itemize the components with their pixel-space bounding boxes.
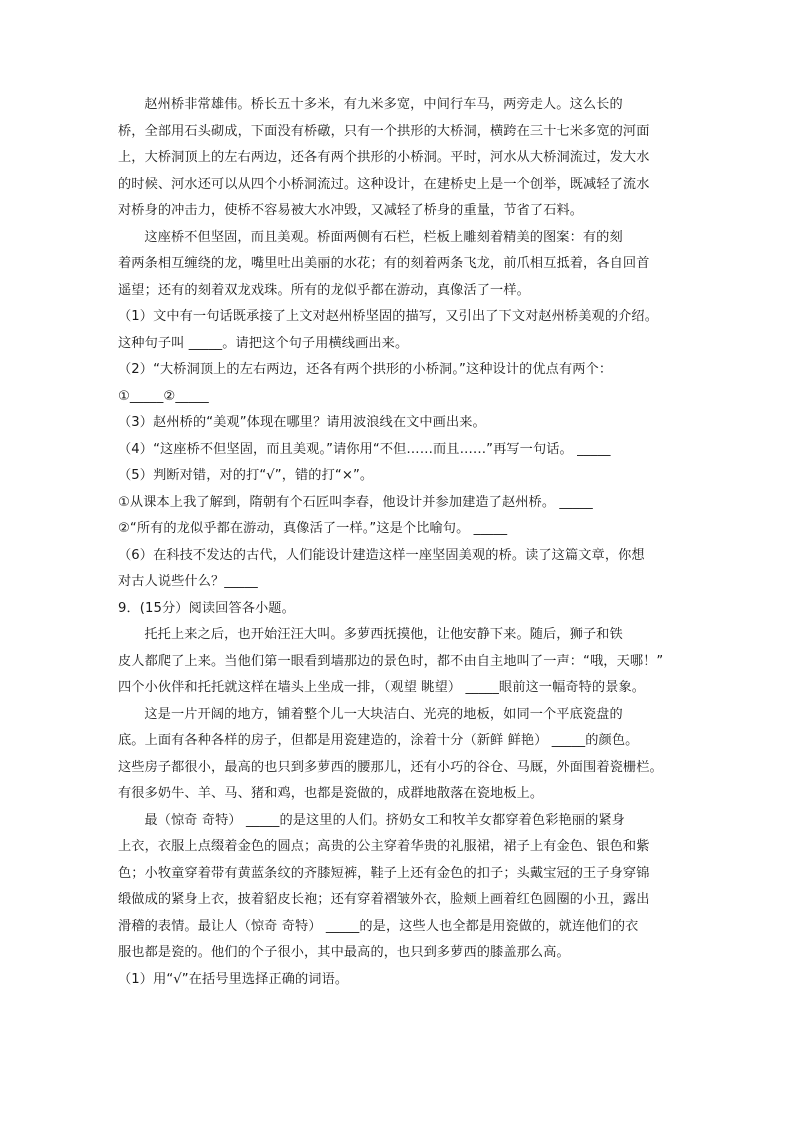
question-2: （2）“大桥洞顶上的左右两边，还各有两个拱形的小桥洞。”这种设计的优点有两个：	[118, 362, 613, 377]
question-1-pre: 这种句子叫	[118, 335, 189, 351]
passage-a-p2-line: 遥望；还有的刻着双龙戏珠。所有的龙似乎都在游动，真像活了一样。	[118, 282, 530, 298]
question-1: （1）文中有一句话既承接了上文对赵州桥坚固的描写，又引出了下文对赵州桥美观的介绍。	[118, 309, 658, 324]
passage-b-p3-line: 缎做成的紧身上衣，披着貂皮长袍；还有穿着褶皱外衣，脸颊上画着红色圆圈的小丑，露出	[118, 892, 650, 907]
question-1-cont	[118, 331, 684, 358]
question-5-item-2[interactable]: ②“所有的龙似乎都在游动，真像活了一样。”这是个比喻句。 _____	[118, 521, 508, 536]
passage-a-p2-line: 这座桥不但坚固，而且美观。桥面两侧有石栏，栏板上雕刻着精美的图案：有的刻	[144, 229, 623, 245]
passage-b-p1-line: 皮人都爬了上来。当他们第一眼看到墙那边的景色时，都不由自主地叫了一声：“哦，天哪！”	[118, 653, 664, 669]
question-3: （3）赵州桥的“美观”体现在哪里？请用波浪线在文中画出来。	[118, 415, 486, 430]
passage-a-p1-line: 上，大桥洞顶上的左右两边，还各有两个拱形的小桥洞。平时，河水从大桥洞流过，发大水	[118, 150, 650, 165]
question-5-item-1[interactable]: ①从课本上我了解到，隋朝有个石匠叫李春，他设计并参加建造了赵州桥。 _____	[118, 494, 593, 510]
passage-b-p3-line: 色；小牧童穿着带有黄蓝条纹的齐膝短裤，鞋子上还有金色的扣子；头戴宝冠的王子身穿锦	[118, 865, 650, 881]
passage-b-p2-line: 这些房子都很小，最高的也只到多萝西的腰那儿，还有小巧的谷仓、马厩，外面围着瓷栅栏。	[118, 759, 663, 775]
passage-a-p1-line: 的时候、河水还可以从四个小桥洞流过。这种设计，在建桥史上是一个创举，既减轻了流水	[118, 176, 650, 192]
passage-b-p3-line[interactable]: 滑稽的表情。最让人（惊奇 奇特） _____的是，这些人也全都是用瓷做的，就连他们的衣	[118, 918, 639, 934]
section-9-heading: 9．(15分）阅读回答各小题。	[118, 600, 295, 616]
passage-b-p3-line: 服也都是瓷的。他们的个子很小，其中最高的，也只到多萝西的膝盖那么高。	[118, 945, 570, 960]
question-1-post: 。请把这个句子用横线画出来。	[222, 335, 409, 351]
question-5: （5）判断对错，对的打“√”，错的打“×”。	[118, 468, 374, 483]
passage-b-p2-line[interactable]: 底。上面有各种各样的房子，但都是用瓷建造的，涂着十分（新鲜 鲜艳） _____的颜色。	[118, 733, 639, 748]
question-2-answers[interactable]: ①_____②_____	[118, 388, 209, 404]
section-9-question-1: （1）用“√”在括号里选择正确的词语。	[118, 971, 349, 987]
passage-b-p1-line: 托托上来之后，也开始汪汪大叫。多萝西抚摸他，让他安静下来。随后，狮子和铁	[144, 627, 623, 642]
passage-a-p2-line: 着两条相互缠绕的龙，嘴里吐出美丽的水花；有的刻着两条飞龙，前爪相互抵着，各自回首	[118, 256, 650, 271]
passage-a-p1-line: 桥，全部用石头砌成，下面没有桥礅，只有一个拱形的大桥洞，横跨在三十七米多宽的河面	[118, 123, 650, 139]
question-6-cont[interactable]: 对古人说些什么？_____	[118, 574, 258, 589]
page-content	[118, 92, 684, 993]
question-6: （6）在科技不发达的古代，人们能设计建造这样一座坚固美观的桥。读了这篇文章，你想	[118, 547, 645, 563]
passage-b-p3-line[interactable]: 最（惊奇 奇特） _____的是这里的人们。挤奶女工和牧羊女都穿着色彩艳丽的紧身	[144, 812, 625, 828]
passage-b-p2-line: 这是一片开阔的地方，铺着整个儿一大块洁白、光亮的地板，如同一个平底瓷盘的	[144, 706, 623, 722]
passage-b-p1-line[interactable]: 四个小伙伴和托托就这样在墙头上坐成一排，（观望 眺望） _____眼前这一幅奇特的景象。	[118, 680, 646, 695]
answer-blank[interactable]: _____	[188, 335, 223, 351]
passage-a-p1-line: 赵州桥非常雄伟。桥长五十多米，有九米多宽，中间行车马，两旁走人。这么长的	[144, 97, 623, 112]
passage-b-p3-line: 上衣，衣服上点缀着金色的圆点；高贵的公主穿着华贵的礼服裙，裙子上有金色、银色和紫	[118, 839, 650, 854]
passage-b-p2-line: 有很多奶牛、羊、马、猪和鸡，也都是瓷做的，成群地散落在瓷地板上。	[118, 786, 544, 801]
passage-a-p1-line: 对桥身的冲击力，使桥不容易被大水冲毁，又减轻了桥身的重量，节省了石料。	[118, 203, 584, 218]
question-4[interactable]: （4）“这座桥不但坚固，而且美观。”请你用“不但……而且……”再写一句话。 _____	[118, 441, 611, 457]
